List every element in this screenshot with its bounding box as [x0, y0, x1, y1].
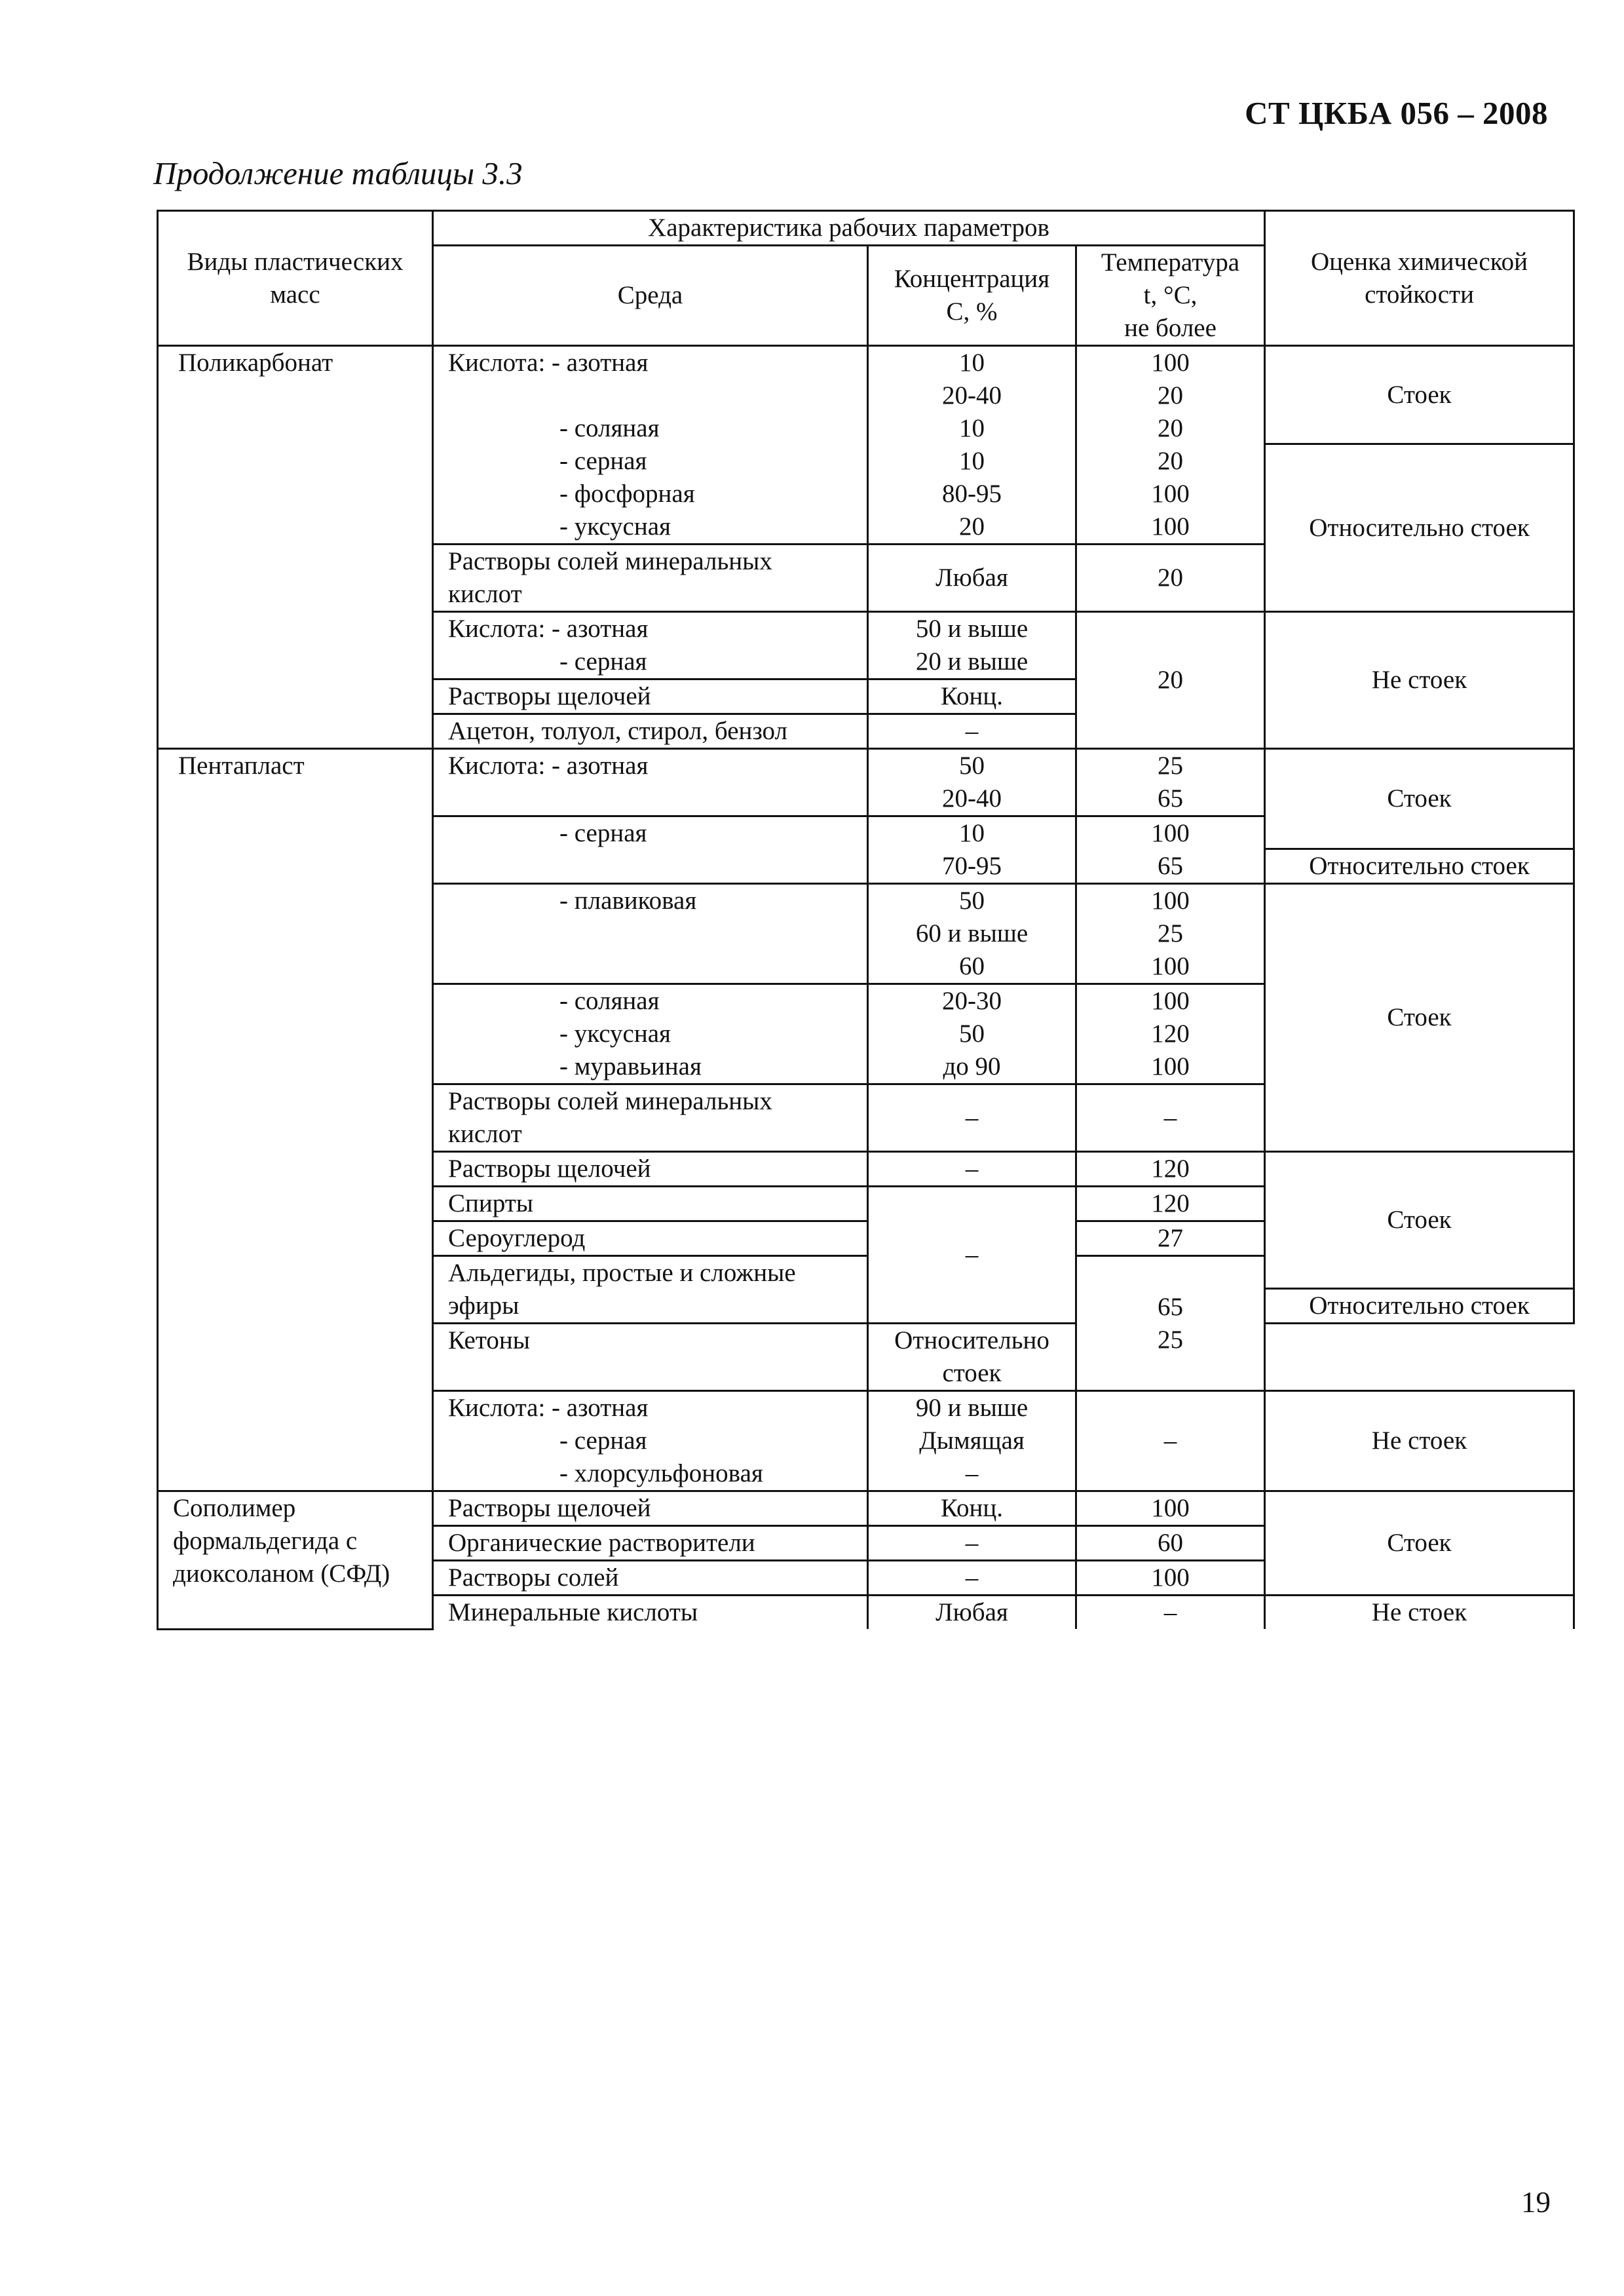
concentration-cell: 10 70-95: [868, 816, 1076, 884]
temperature-cell: –: [1076, 1084, 1265, 1152]
header-temperature: Температура t, °С, не более: [1076, 246, 1265, 346]
table-row: [158, 346, 1574, 444]
medium-cell: - плавиковая: [433, 884, 868, 984]
temperature-cell: 100: [1076, 1561, 1265, 1596]
medium-cell: Растворы солей минеральных кислот: [433, 545, 868, 612]
temperature-cell: 20: [1076, 612, 1265, 749]
rating-cell: Относительно стоек: [1265, 1289, 1574, 1324]
medium-cell: - серная: [433, 816, 868, 884]
concentration-cell: 50 60 и выше 60: [868, 884, 1076, 984]
rating-cell: Стоек: [1265, 346, 1574, 444]
rating-cell: Относительно стоек: [1265, 444, 1574, 612]
temperature-cell: –: [1076, 1391, 1265, 1491]
rating-cell: Относительно стоек: [1265, 849, 1574, 884]
temperature-cell: 60: [1076, 1526, 1265, 1561]
table-caption: Продолжение таблицы 3.3: [153, 155, 523, 191]
rating-cell: Стоек: [1265, 1152, 1574, 1289]
medium-cell: Альдегиды, простые и сложные эфиры: [433, 1256, 868, 1324]
concentration-cell: 90 и выше Дымящая –: [868, 1391, 1076, 1491]
concentration-cell: Конц.: [868, 679, 1076, 714]
medium-cell: Кислота: - азотная: [433, 749, 868, 816]
rating-cell: Относительно стоек: [868, 1324, 1076, 1391]
table-row: [158, 749, 1574, 816]
medium-cell: Минеральные кислоты: [433, 1596, 868, 1630]
medium-cell: Ацетон, толуол, стирол, бензол: [433, 714, 868, 749]
temperature-cell: 25 65: [1076, 749, 1265, 816]
rating-cell: Не стоек: [1265, 1391, 1574, 1491]
medium-cell: Кислота: - азотная - соляная - серная - фосфорная - уксусная: [433, 346, 868, 545]
concentration-cell: –: [868, 1152, 1076, 1187]
temperature-cell: –: [1076, 1596, 1265, 1630]
temperature-cell: 100 25 100: [1076, 884, 1265, 984]
medium-cell: Сероуглерод: [433, 1221, 868, 1256]
header-row: [158, 211, 1574, 246]
concentration-cell: 50 и выше 20 и выше: [868, 612, 1076, 679]
medium-cell: Растворы щелочей: [433, 1491, 868, 1526]
material-cell: Поликарбонат: [158, 346, 433, 749]
rating-cell: Стоек: [1265, 749, 1574, 849]
rating-cell: Стоек: [1265, 1491, 1574, 1596]
document-code: СТ ЦКБА 056 – 2008: [1245, 95, 1548, 131]
temperature-cell: 120: [1076, 1152, 1265, 1187]
temperature-cell: 20: [1076, 545, 1265, 612]
concentration-cell: Любая: [868, 545, 1076, 612]
table-row: [158, 1491, 1574, 1526]
concentration-cell: –: [868, 1187, 1076, 1324]
page-number: 19: [1521, 2186, 1551, 2219]
medium-cell: Кислота: - азотная - серная - хлорсульфоновая: [433, 1391, 868, 1491]
rating-cell: Не стоек: [1265, 1596, 1574, 1630]
medium-cell: Растворы солей минеральных кислот: [433, 1084, 868, 1152]
temperature-cell: 100 120 100: [1076, 984, 1265, 1084]
header-concentration: Концентрация С, %: [868, 246, 1076, 346]
temperature-cell: 100: [1076, 1491, 1265, 1526]
medium-cell: Органические растворители: [433, 1526, 868, 1561]
header-params-group: Характеристика рабочих параметров: [433, 211, 1265, 246]
material-cell: Сополимер формальдегида с диоксоланом (СФД): [158, 1491, 433, 1630]
temperature-cell: 100 65: [1076, 816, 1265, 884]
concentration-cell: Любая: [868, 1596, 1076, 1630]
concentration-cell: –: [868, 1526, 1076, 1561]
concentration-cell: Конц.: [868, 1491, 1076, 1526]
header-rating: Оценка химической стойкости: [1265, 211, 1574, 346]
rating-cell: Не стоек: [1265, 612, 1574, 749]
concentration-cell: 20-30 50 до 90: [868, 984, 1076, 1084]
concentration-cell: 10 20-40 10 10 80-95 20: [868, 346, 1076, 545]
medium-cell: Растворы щелочей: [433, 1152, 868, 1187]
temperature-cell: 65 25: [1076, 1256, 1265, 1391]
header-material: Виды пластических масс: [158, 211, 433, 346]
medium-cell: - соляная - уксусная - муравьиная: [433, 984, 868, 1084]
temperature-cell: 27: [1076, 1221, 1265, 1256]
chemical-resistance-table: [157, 210, 1575, 1630]
concentration-cell: –: [868, 714, 1076, 749]
temperature-cell: 120: [1076, 1187, 1265, 1221]
temperature-cell: 100 20 20 20 100 100: [1076, 346, 1265, 545]
medium-cell: Кетоны: [433, 1324, 868, 1391]
rating-cell: Стоек: [1265, 884, 1574, 1152]
concentration-cell: –: [868, 1084, 1076, 1152]
material-cell: Пентапласт: [158, 749, 433, 1491]
header-medium: Среда: [433, 246, 868, 346]
concentration-cell: –: [868, 1561, 1076, 1596]
concentration-cell: 50 20-40: [868, 749, 1076, 816]
medium-cell: Кислота: - азотная - серная: [433, 612, 868, 679]
medium-cell: Растворы щелочей: [433, 679, 868, 714]
medium-cell: Спирты: [433, 1187, 868, 1221]
medium-cell: Растворы солей: [433, 1561, 868, 1596]
